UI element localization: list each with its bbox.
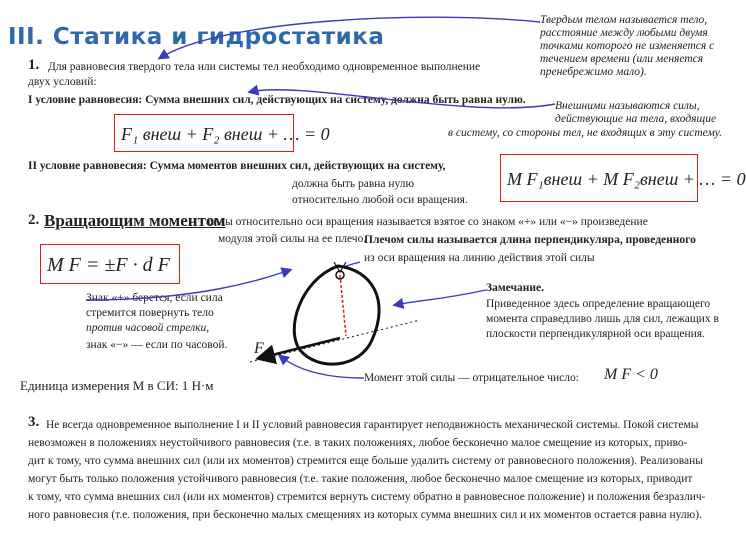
def-line: расстояние между любыми двумя [540,27,708,39]
def-line: действующие на тела, входящие [555,113,717,125]
arrow-external-forces [250,90,555,108]
section-3-line: могут быть только положения устойчивого равновесия (т.е. такие положения, любое бесконечно малое смещение из которых, приводит [28,473,693,485]
formula-1: F₁ внеш + F₂ внеш + … = 0 [121,124,330,144]
force-label: F [254,340,264,357]
section-2-line1: силы относительно оси вращения называется взятое со знаком «+» или «−» произведение [208,216,648,228]
rotating-moment-heading: Вращающим моментом [44,211,226,230]
section-3-line: Не всегда одновременное выполнение I и II условий равновесия гарантирует неподвижность механической системы. Покой системы [46,419,699,431]
arrow-rigid-body [160,17,540,58]
arm-definition-b: из оси вращения на линию действия этой силы [364,252,595,264]
condition-2-c: относительно любой оси вращения. [292,194,468,206]
rigid-body-diagram [250,262,420,364]
section-3-number: 3. [28,414,40,430]
def-line: в систему, со стороны тел, не входящих в эту систему. [448,127,723,139]
def-line: Внешними называются силы, [555,100,700,112]
section-3-line: ного равновесия (т.е. положения, при бесконечно малых смещениях из которых сумма внешних сил и их моментов остается равна нулю). [28,509,702,521]
arrow-note [395,290,486,305]
moment-formula: M F = ±F · d F [47,254,170,276]
formula-2: M F₁внеш + M F₂внеш + … = 0 [507,169,746,189]
condition-1: I условие равновесия: Сумма внешних сил, действующих на систему, должна быть равна нулю. [28,94,526,106]
condition-2-b: должна быть равна нулю [292,178,415,190]
def-line: точками которого не изменяется с [540,40,715,52]
sign-rule-4: знак «−» — если по часовой. [86,339,228,351]
note-heading: Замечание. [486,282,544,294]
note-line-1: Приведенное здесь определение вращающего [486,298,711,310]
section-1-line1: Для равновесия твердого тела или системы тел необходимо одновременное выполнение [48,61,481,73]
section-1-line2: двух условий: [28,76,97,88]
arm-definition-a: Плечом силы называется длина перпендикуляра, проведенного [364,234,696,246]
section-2-number: 2. [28,212,40,228]
negative-moment-formula: M F < 0 [604,366,658,383]
note-line-3: плоскости перпендикулярной оси вращения. [486,328,705,340]
section-3-line: дит к тому, что сумма внешних сил (или их моментов) стремится еще больше удалить систему от равновесного положения). Реализованы [28,455,703,467]
condition-2-a: II условие равновесия: Сумма моментов внешних сил, действующих на систему, [28,160,446,172]
negative-moment-text: Момент этой силы — отрицательное число: [364,372,579,384]
section-3-line: к тому, что сумма внешних сил (или их моментов) стремится вернуть систему обратно в равновесное положение) и положения безразлич- [28,491,706,503]
section-1-number: 1. [28,57,40,73]
note-line-2: момента справедливо лишь для сил, лежащих в [486,313,719,325]
sign-rule-1: Знак «+» берется, если сила [86,292,223,304]
def-line: Твердым телом называется тело, [540,14,708,26]
section-3-line: невозможен в положениях неустойчивого равновесия (т.е. в таких положениях, любое бесконечно малое смещение из которых, приво- [28,437,688,449]
sign-rule-3: против часовой стрелки, [86,322,210,334]
arrow-sign-rule [86,270,290,300]
page-title: III. Статика и гидростатика [8,24,385,50]
def-line: течением времени (или меняется [540,53,704,65]
units-line: Единица измерения M в СИ: 1 Н·м [20,378,214,393]
section-2-line2: модуля этой силы на ее плечо. [218,233,367,245]
def-line: пренебрежимо мало). [540,66,647,78]
sign-rule-2: стремится повернуть тело [86,307,214,319]
